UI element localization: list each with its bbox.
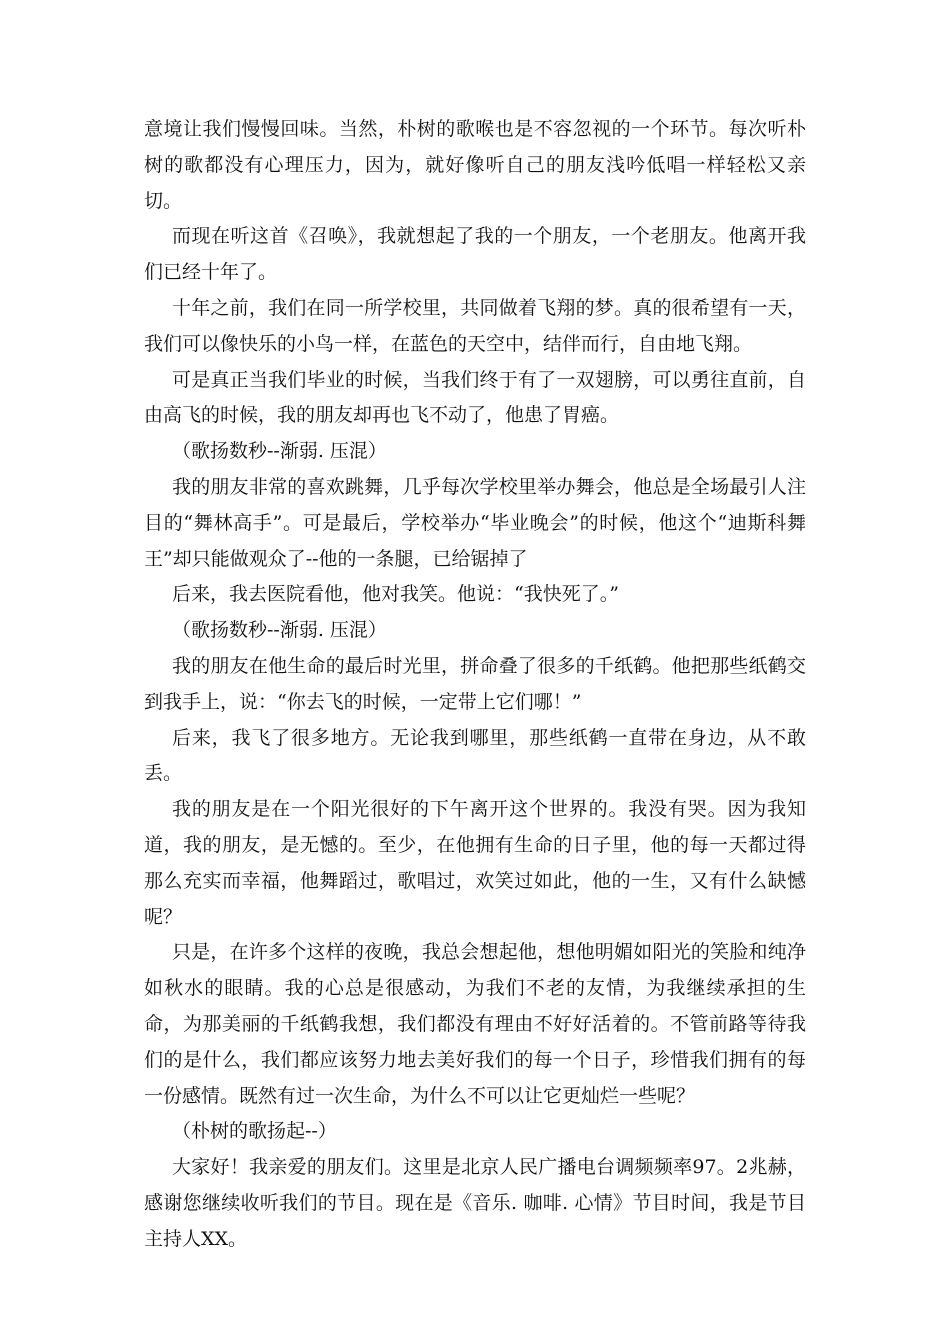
paragraph-7: 我的朋友在他生命的最后时光里，拼命叠了很多的千纸鹤。他把那些纸鹤交到我手上，说：“你去飞的时候，一定带上它们哪！” (144, 654, 806, 713)
paragraph-1: 意境让我们慢慢回味。当然，朴树的歌喉也是不容忽视的一个环节。每次听朴树的歌都没有心理压力，因为，就好像听自己的朋友浅吟低唱一样轻松又亲切。 (144, 118, 806, 212)
stage-direction-3: （朴树的歌扬起--） (172, 1120, 337, 1143)
document-body (144, 112, 806, 1258)
paragraph-11: 大家好！我亲爱的朋友们。这里是北京人民广播电台调频频率97。2兆赫，感谢您继续收听我们的节目。现在是《音乐. 咖啡. 心情》节目时间，我是节目主持人XX。 (144, 1156, 806, 1250)
paragraph-4: 可是真正当我们毕业的时候，当我们终于有了一双翅膀，可以勇往直前，自由高飞的时候，我的朋友却再也飞不动了，他患了胃癌。 (144, 368, 806, 427)
paragraph-3: 十年之前，我们在同一所学校里，共同做着飞翔的梦。真的很希望有一天，我们可以像快乐的小鸟一样，在蓝色的天空中，结伴而行，自由地飞翔。 (144, 296, 806, 355)
paragraph-6: 后来，我去医院看他，他对我笑。他说：“我快死了。” (172, 583, 619, 606)
stage-direction-2: （歌扬数秒--渐弱. 压混） (172, 619, 387, 642)
paragraph-8: 后来，我飞了很多地方。无论我到哪里，那些纸鹤一直带在身边，从不敢丢。 (144, 726, 806, 785)
paragraph-2: 而现在听这首《召唤》，我就想起了我的一个朋友，一个老朋友。他离开我们已经十年了。 (144, 225, 806, 284)
stage-direction-1: （歌扬数秒--渐弱. 压混） (172, 440, 387, 463)
paragraph-9: 我的朋友是在一个阳光很好的下午离开这个世界的。我没有哭。因为我知道，我的朋友，是无憾的。至少，在他拥有生命的日子里，他的每一天都过得那么充实而幸福，他舞蹈过，歌唱过，欢笑过如此，他的一生，又有什么缺憾呢？ (144, 798, 806, 928)
paragraph-5: 我的朋友非常的喜欢跳舞，几乎每次学校里举办舞会，他总是全场最引人注目的“舞林高手”。可是最后，学校举办“毕业晚会”的时候，他这个“迪斯科舞王”却只能做观众了--他的一条腿，已给锯掉了 (144, 475, 806, 570)
paragraph-10: 只是，在许多个这样的夜晚，我总会想起他，想他明媚如阳光的笑脸和纯净如秋水的眼睛。我的心总是很感动，为我们不老的友情，为我继续承担的生命，为那美丽的千纸鹤我想，我们都没有理由不好好活着的。不管前路等待我们的是什么，我们都应该努力地去美好我们的每一个日子，珍惜我们拥有的每一份感情。既然有过一次生命，为什么不可以让它更灿烂一些呢？ (144, 941, 806, 1107)
